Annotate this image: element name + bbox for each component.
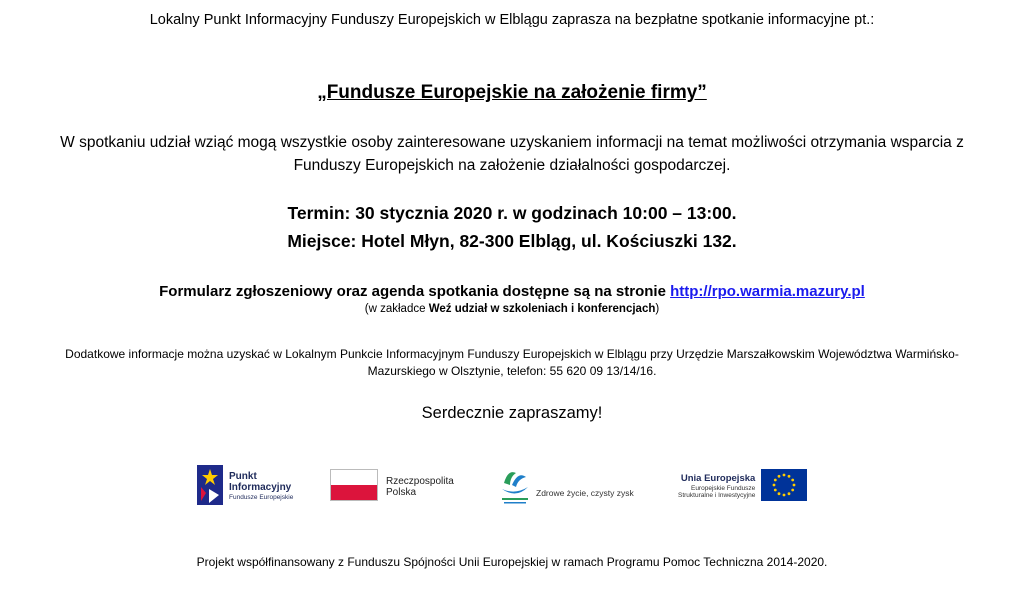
rp-text (386, 476, 454, 499)
rpo-website-link[interactable]: http://rpo.warmia.mazury.pl (670, 283, 865, 300)
pi-line-3: Fundusze Europejskie (229, 494, 294, 502)
description-line-1: W spotkaniu udział wziąć mogą wszystkie osoby zainteresowane uzyskaniem informacji na temat możliwości otrzymania wsparcia z (60, 134, 964, 151)
ue-line-3: Strukturalne i Inwestycyjne (678, 492, 756, 500)
rzeczpospolita-polska-logo (330, 463, 475, 511)
pi-line-1: Punkt (229, 471, 257, 483)
pi-line-2: Informacyjny (229, 481, 292, 493)
registration-info (0, 283, 1024, 300)
tab-note (0, 303, 1024, 315)
polish-flag-icon (330, 469, 378, 506)
tab-note-name: Weź udział w szkoleniach i konferencjach (428, 303, 656, 315)
wm-slogan: Zdrowe życie, czysty zysk (536, 488, 634, 498)
footer-note: Projekt współfinansowany z Funduszu Spójności Unii Europejskiej w ramach Programu Pomoc Techniczna 2014-2020. (196, 555, 828, 569)
tab-note-prefix: (w zakładce (364, 303, 429, 315)
rp-line-1: Rzeczpospolita (386, 475, 454, 487)
warmia-mazury-icon (498, 465, 532, 510)
ue-text (678, 474, 755, 500)
warmia-mazury-logo (498, 463, 658, 511)
unia-europejska-logo (678, 463, 830, 511)
greeting: Serdecznie zapraszamy! (421, 404, 603, 422)
ue-line-1: Unia Europejska (680, 473, 756, 485)
extra-info-line-1: Dodatkowe informacje można uzyskać w Lokalnym Punkcie Informacyjnym Funduszy Europejskich w Elblągu przy Urzędzie Marszałkowskim Województwa Warmińsko- (65, 347, 959, 361)
registration-text: Formularz zgłoszeniowy oraz agenda spotkania dostępne są na stronie (159, 283, 671, 300)
description-line-2: Funduszy Europejskich na założenie działalności gospodarczej. (293, 157, 731, 174)
event-date: Termin: 30 stycznia 2020 r. w godzinach 10:00 – 13:00. (287, 203, 737, 223)
extra-info-line-2: Mazurskiego w Olsztynie, telefon: 55 620 09 13/14/16. (367, 364, 657, 378)
eu-flag-icon (761, 469, 807, 506)
ue-line-2: Europejskie Fundusze (690, 484, 756, 492)
rp-line-2: Polska (386, 487, 417, 498)
intro-text: Lokalny Punkt Informacyjny Funduszy Europejskich w Elblągu zaprasza na bezpłatne spotkanie informacyjne pt.: (149, 12, 875, 28)
event-location: Miejsce: Hotel Młyn, 82-300 Elbląg, ul. Kościuszki 132. (287, 231, 737, 251)
punkt-informacyjny-logo (197, 463, 317, 511)
event-title: „Fundusze Europejskie na założenie firmy” (317, 82, 707, 103)
eu-funds-star-icon (197, 465, 223, 510)
tab-note-suffix: ) (655, 303, 660, 315)
punkt-informacyjny-text (229, 472, 293, 502)
